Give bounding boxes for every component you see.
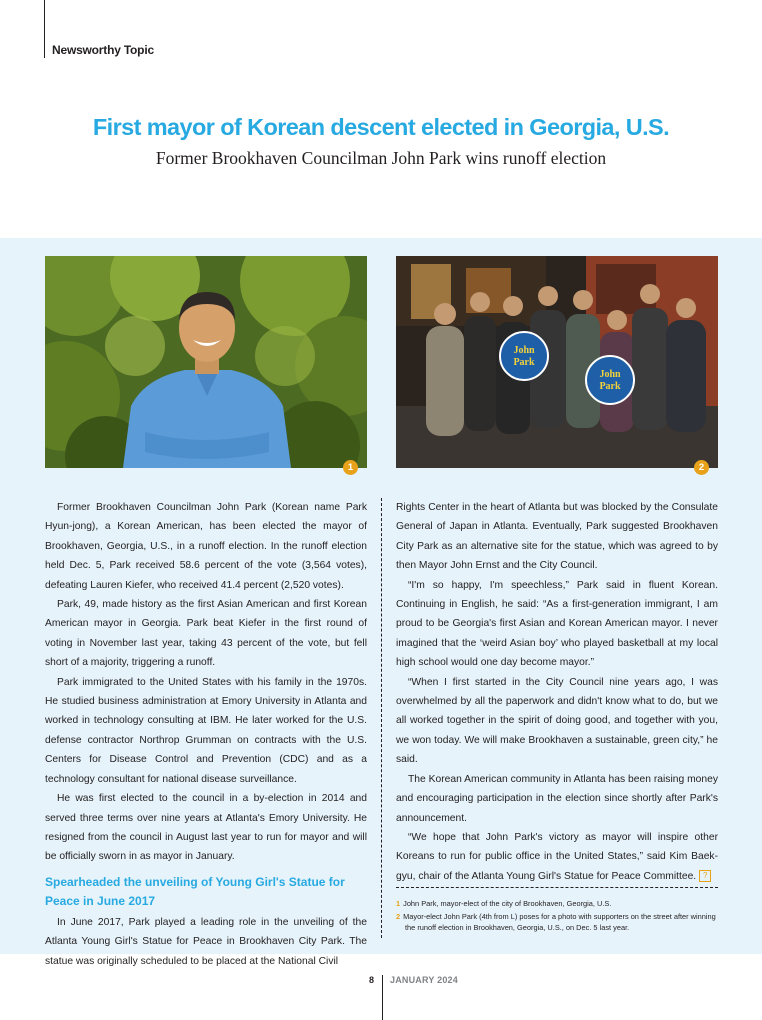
caption-item	[396, 911, 722, 934]
photo-1-badge: 1	[343, 460, 358, 475]
caption-divider	[396, 887, 718, 888]
paragraph: In June 2017, Park played a leading role in the unveiling of the Atlanta Young Girl's Statue for Peace in Brookhaven City Park. The statue was originally scheduled to be placed at the National Civil	[45, 916, 367, 967]
paragraph: The Korean American community in Atlanta has been raising money and encouraging participation in the election since shortly after Park's announcement.	[396, 773, 718, 824]
photo-2-badge: 2	[694, 460, 709, 475]
paragraph: Park immigrated to the United States with his family in the 1970s. He studied business administration at Emory University in Atlanta and worked in technology consulting at IBM. He later worked for the U.S. defense contractor Northrop Grumman on contracts with the U.S. Centers for Disease Control and Prevention (CDC) and as a technology consultant for national disease surveillance.	[45, 676, 367, 785]
paragraph-continuation: Rights Center in the heart of Atlanta but was blocked by the Consulate General of Japan in Atlanta. Eventually, Park suggested Brookhaven City Park as an alternative site for the statue, which was agreed to by then Mayor John Ernst and the City Council.	[396, 502, 718, 572]
paragraph: Former Brookhaven Councilman John Park (Korean name Park Hyun-jong), a Korean American, has been elected the mayor of Brookhaven, Georgia, U.S., in a runoff election. In the runoff election held Dec. 5, Park received 58.6 percent of the vote (3,564 votes), defeating Lauren Kiefer, who received 41.4 percent (2,520 votes).	[45, 502, 367, 591]
section-subheading: Spearheaded the unveiling of Young Girl's Statue for Peace in June 2017	[45, 874, 345, 908]
photo-supporters-group	[396, 256, 718, 468]
end-mark-icon: ?	[699, 870, 711, 882]
paragraph: “I'm so happy, I'm speechless,” Park said in fluent Korean. Continuing in English, he said: “As a first-generation immigrant, I am proud to be Georgia's first Asian and Korean American mayor. I never imagined that the ‘weird Asian boy’ who played basketball at my local high school would one day become mayor.”	[396, 579, 718, 669]
page-number: 8	[368, 975, 374, 985]
top-rule	[44, 0, 45, 58]
subheadline: Former Brookhaven Councilman John Park wins runoff election	[155, 148, 607, 168]
caption-item	[396, 898, 722, 910]
sign-2-line1: John	[599, 369, 621, 380]
caption-number: 1	[396, 899, 401, 908]
paragraph: Park, 49, made history as the first Asian American and first Korean American mayor in Georgia. Park beat Kiefer in the first round of voting in November last year, taking 43 percent of the vote, but fell short of a majority, triggering a runoff.	[45, 599, 367, 669]
article-column-left	[45, 498, 367, 971]
sign-2-line2: Park	[599, 381, 621, 392]
headline: First mayor of Korean descent elected in Georgia, U.S.	[92, 114, 670, 140]
paragraph-final	[396, 828, 718, 886]
paragraph: “When I first started in the City Council nine years ago, I was overwhelmed by all the paperwork and didn't know what to do, but we all worked together in the spirit of doing good, and together with you, we won today. We will make Brookhaven a sustainable, green city,” he said.	[396, 676, 718, 766]
paragraph: He was first elected to the council in a by-election in 2014 and served three terms over nine years at Atlanta's Emory University. He resigned from the council in August last year to run for mayor and will be officially sworn in as mayor in January.	[45, 793, 367, 863]
footer-rule	[382, 975, 383, 1020]
caption-text: Mayor-elect John Park (4th from L) poses for a photo with supporters on the street after winning the runoff election in Brookhaven, Georgia, U.S., on Dec. 5 last year.	[403, 911, 716, 932]
section-label: Newsworthy Topic	[52, 43, 154, 57]
photo-mayor-portrait	[45, 256, 367, 468]
caption-number: 2	[396, 911, 401, 921]
issue-date: JANUARY 2024	[390, 975, 458, 985]
sign-1-line2: Park	[513, 357, 535, 368]
photo-captions	[396, 898, 722, 935]
caption-text: John Park, mayor-elect of the city of Brookhaven, Georgia, U.S.	[403, 899, 612, 908]
column-divider	[381, 498, 382, 938]
sign-1-line1: John	[513, 345, 535, 356]
article-column-right	[396, 498, 718, 886]
paragraph-final-text: “We hope that John Park's victory as mayor will inspire other Koreans to run for public office in the United States,” said Kim Baek-gyu, chair of the Atlanta Young Girl's Statue for Peace Committee.	[396, 831, 718, 882]
